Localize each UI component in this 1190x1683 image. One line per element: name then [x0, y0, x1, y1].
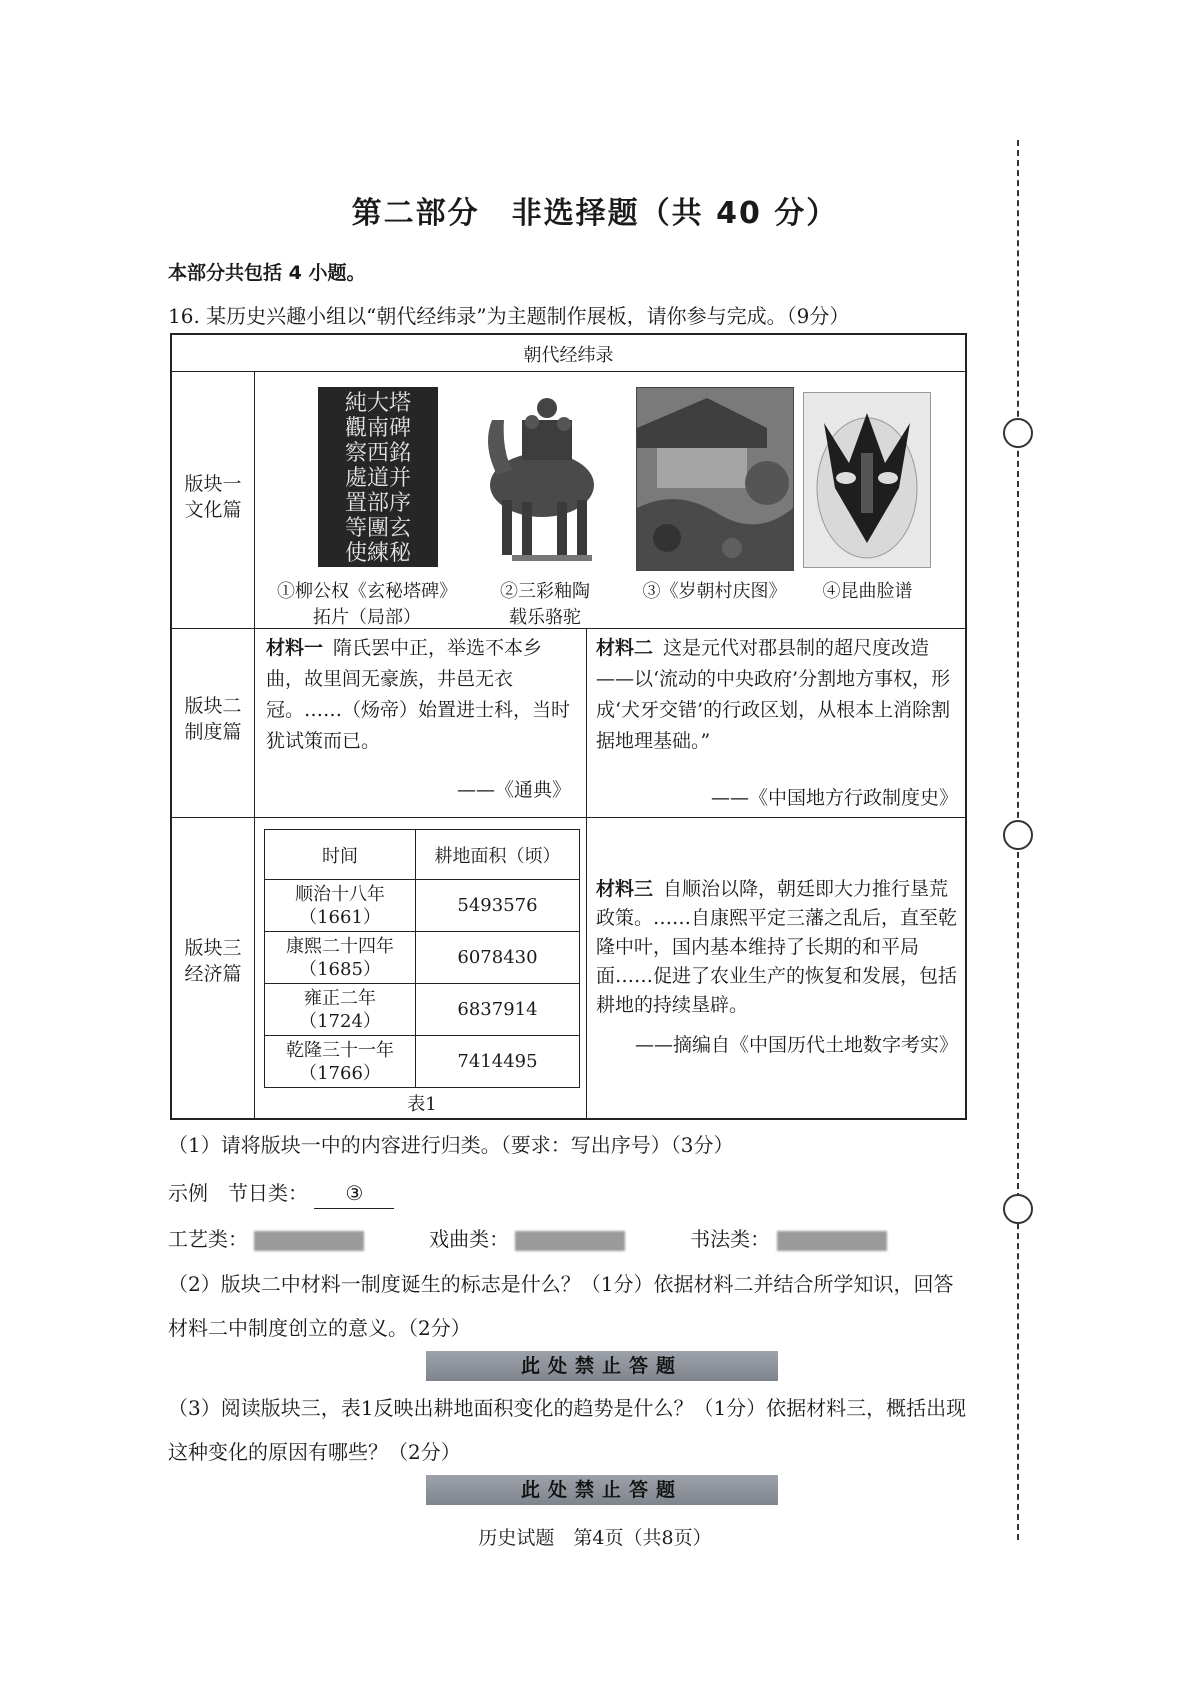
example-line	[168, 1178, 394, 1209]
binding-hole	[1003, 820, 1033, 850]
table-cell-time: 顺治十八年 （1661）	[265, 880, 416, 932]
material-2-source: ——《中国地方行政制度史》	[710, 787, 958, 809]
table-row	[265, 880, 580, 932]
table-row	[265, 984, 580, 1036]
caption-1: ①柳公权《玄秘塔碑》 拓片（局部）	[277, 581, 457, 628]
craft-label: 工艺类：	[168, 1227, 248, 1251]
no-answer-zone: 此处禁止答题	[426, 1475, 778, 1505]
material-1-head: 材料一	[266, 637, 324, 659]
board-title: 朝代经纬录	[523, 345, 614, 366]
exhibit-board	[170, 333, 967, 1120]
no-answer-zone: 此处禁止答题	[426, 1351, 778, 1381]
example-answer: ③	[314, 1178, 394, 1209]
divider	[172, 817, 965, 818]
material-3-head: 材料三	[596, 878, 654, 900]
page-footer: 历史试题 第4页（共8页）	[478, 1527, 712, 1549]
binding-hole	[1003, 1194, 1033, 1224]
opera-label: 戏曲类：	[429, 1227, 510, 1251]
rubbing-image	[318, 387, 438, 567]
table-cell-time: 康熙二十四年 （1685）	[265, 932, 416, 984]
opera-answer-blank[interactable]	[515, 1231, 625, 1251]
calligraphy-label: 书法类：	[690, 1227, 771, 1251]
village-painting-image	[636, 387, 794, 571]
opera-mask-image	[803, 392, 931, 568]
page-title: 第二部分 非选择题（共 40 分）	[351, 196, 839, 231]
table-cell-area: 7414495	[416, 1036, 580, 1088]
caption-2: ②三彩釉陶 载乐骆驼	[500, 581, 590, 628]
example-label: 示例 节日类：	[168, 1181, 308, 1205]
question-1: （1）请将版块一中的内容进行归类。（要求：写出序号）（3分）	[168, 1133, 734, 1157]
table-caption: 表1	[407, 1094, 437, 1115]
material-1-text: 隋氏罢中正，举选不本乡曲，故里闾无豪族，井邑无衣冠。……（炀帝）始置进士科，当时犹试策而已。	[266, 637, 571, 752]
section-2-label: 版块二 制度篇	[184, 695, 242, 743]
caption-3: ③《岁朝村庆图》	[642, 581, 787, 602]
material-2-text: 这是元代对郡县制的超尺度改造——以‘流动的中央政府’分割地方事权，形成‘犬牙交错’的行政区划，从根本上消除割据地理基础。”	[596, 637, 951, 752]
table-cell-time: 乾隆三十一年 （1766）	[265, 1036, 416, 1088]
classification-line	[168, 1224, 968, 1254]
question-2: （2）版块二中材料一制度诞生的标志是什么？（1分）依据材料二并结合所学知识，回答材料二中制度创立的意义。（2分）	[168, 1272, 954, 1340]
table-row	[265, 932, 580, 984]
caption-4: ④昆曲脸谱	[822, 581, 913, 602]
table-cell-time: 雍正二年 （1724）	[265, 984, 416, 1036]
calligraphy-answer-blank[interactable]	[777, 1231, 887, 1251]
question-3: （3）阅读版块三，表1反映出耕地面积变化的趋势是什么？（1分）依据材料三，概括出现这种变化的原因有哪些？（2分）	[168, 1396, 967, 1464]
question-16-stem: 16. 某历史兴趣小组以“朝代经纬录”为主题制作展板，请你参与完成。（9分）	[168, 304, 850, 328]
material-1-source: ——《通典》	[456, 779, 571, 801]
table-header-time: 时间	[265, 830, 416, 880]
craft-answer-blank[interactable]	[254, 1231, 364, 1251]
material-3-text: 自顺治以降，朝廷即大力推行垦荒政策。……自康熙平定三藩之乱后，直至乾隆中叶，国内基本维持了长期的和平局面……促进了农业生产的恢复和发展，包括耕地的持续垦辟。	[596, 878, 958, 1016]
material-2	[596, 633, 958, 757]
table-header-area: 耕地面积（顷）	[416, 830, 580, 880]
divider	[172, 371, 965, 372]
divider	[254, 371, 255, 1120]
table-cell-area: 6078430	[416, 932, 580, 984]
camel-figurine-image	[472, 390, 612, 565]
rubbing-text: 純大塔 觀南碑 察西銘 處道并 置部序 等團玄 使練秘	[344, 391, 411, 566]
section-1-label: 版块一 文化篇	[184, 473, 242, 521]
material-3-source: ——摘编自《中国历代土地数字考实》	[634, 1034, 958, 1056]
binding-hole	[1003, 418, 1033, 448]
table-cell-area: 6837914	[416, 984, 580, 1036]
table-cell-area: 5493576	[416, 880, 580, 932]
section-intro: 本部分共包括 4 小题。	[168, 262, 366, 284]
divider	[586, 628, 587, 1120]
material-2-head: 材料二	[596, 637, 654, 659]
section-3-label: 版块三 经济篇	[184, 937, 242, 985]
material-1	[266, 633, 571, 757]
land-area-table	[264, 829, 580, 1088]
material-3	[596, 875, 958, 1020]
table-row	[265, 1036, 580, 1088]
